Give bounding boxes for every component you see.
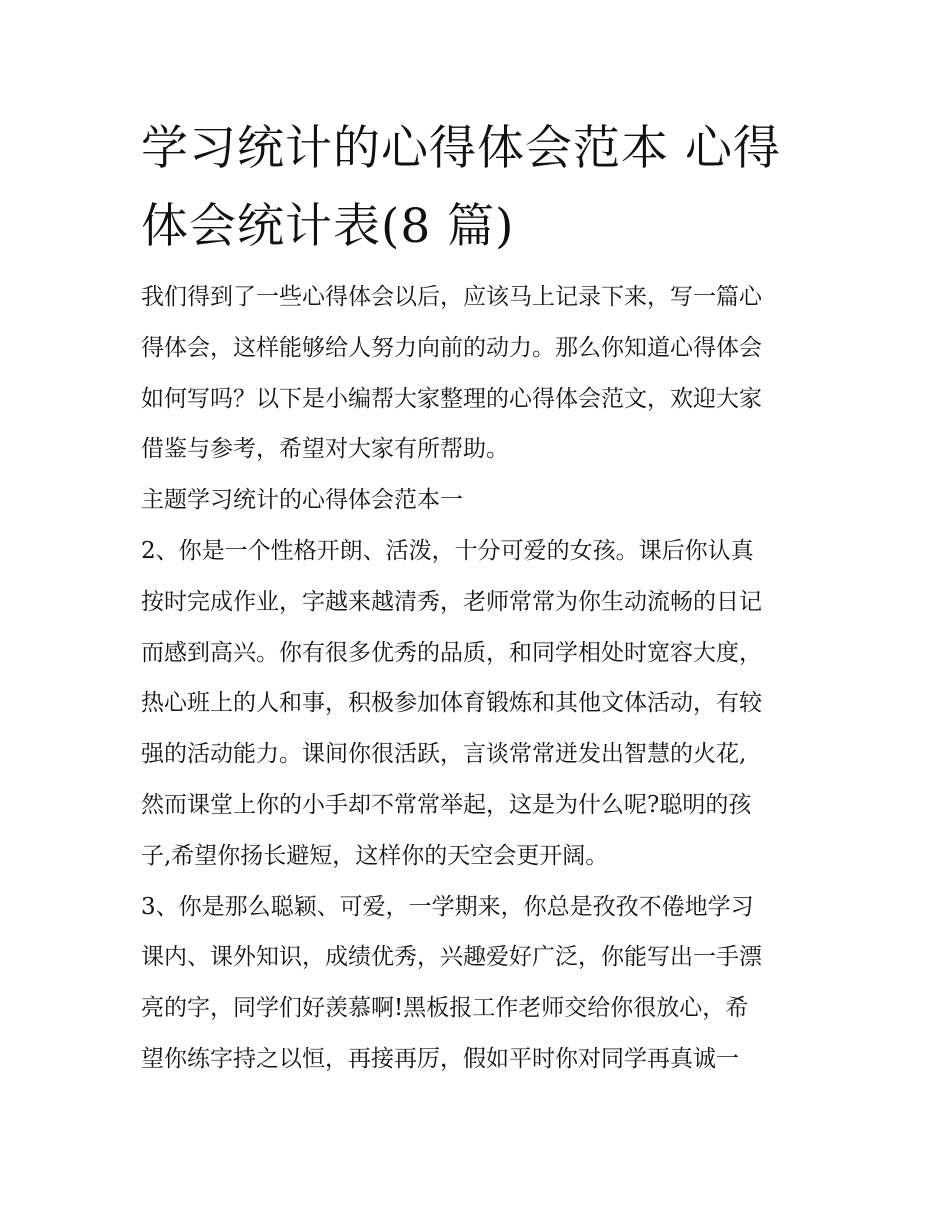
comment-paragraph-2: 2、你是一个性格开朗、活泼，十分可爱的女孩。课后你认真 按时完成作业，字越来越清秀，老师常常为你生动流畅的日记 而感到高兴。你有很多优秀的品质，和同学相处时宽容大度， 热心班上的人和事，积极参加体育锻炼和其他文体活动，有较 强的活动能力。课间你很活跃，言谈常常迸发出智慧的火花, 然而课堂上你的小手却不常常举起，这是为什么呢?聪明的孩 子,希望你扬长避短，这样你的天空会更开阔。 bbox=[141, 537, 762, 869]
comment-paragraph-3: 3、你是那么聪颖、可爱，一学期来，你总是孜孜不倦地学习 课内、课外知识，成绩优秀，兴趣爱好广泛，你能写出一手漂 亮的字，同学们好羡慕啊!黑板报工作老师交给你很放心，希 望你练字持之以恒，再接再厉，假如平时你对同学再真诚一 bbox=[141, 893, 762, 1072]
document-title: 学习统计的心得体会范本 心得 体会统计表(8 篇) bbox=[141, 121, 781, 254]
document-body bbox=[141, 110, 821, 1085]
intro-paragraph: 我们得到了一些心得体会以后，应该马上记录下来，写一篇心 得体会，这样能够给人努力向前的动力。那么你知道心得体会 如何写吗？以下是小编帮大家整理的心得体会范文，欢迎大家 借鉴与参考，希望对大家有所帮助。 bbox=[141, 284, 762, 463]
section-heading: 主题学习统计的心得体会范本一 bbox=[141, 487, 463, 514]
